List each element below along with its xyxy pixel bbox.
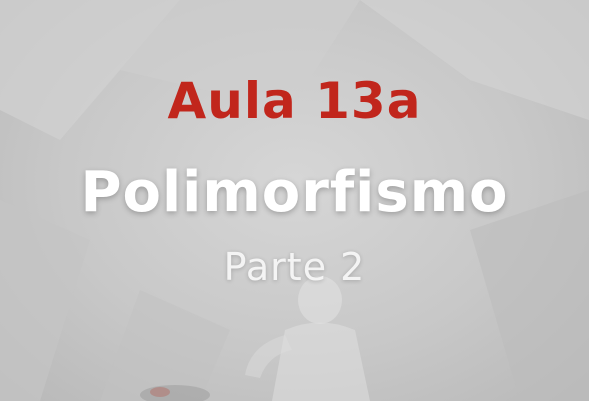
lesson-label: Aula 13a [167, 72, 422, 130]
slide-title: Polimorfismo [80, 160, 509, 225]
slide-subtitle: Parte 2 [223, 245, 366, 289]
